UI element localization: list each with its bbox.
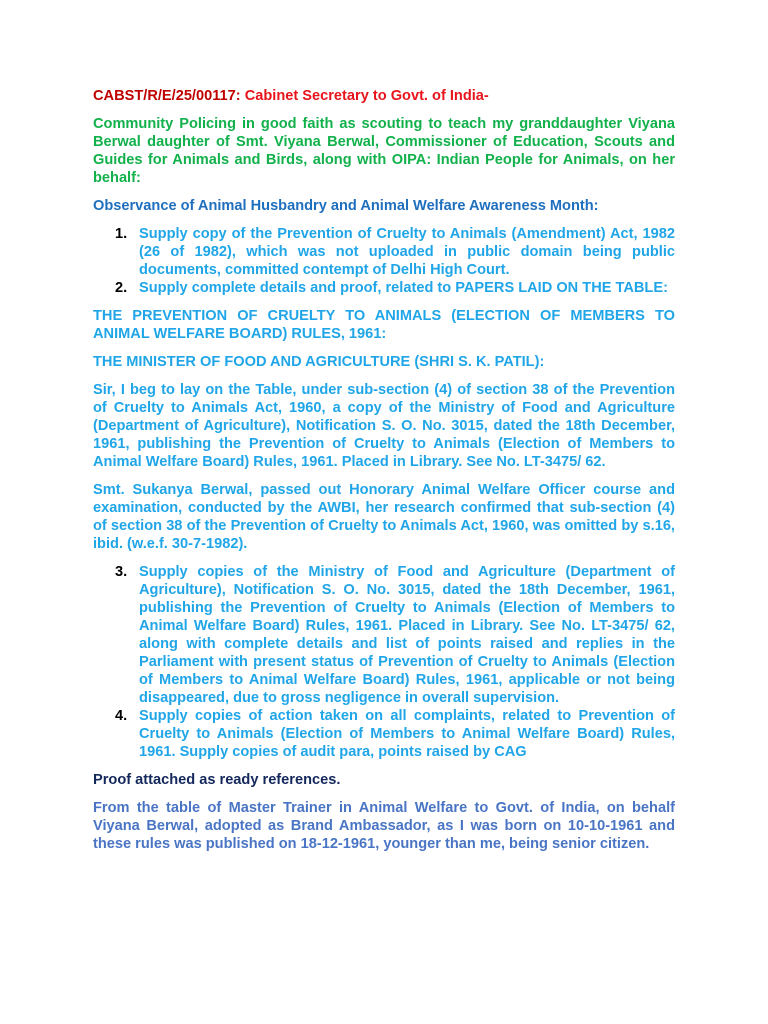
list-item-text: Supply complete details and proof, related to PAPERS LAID ON THE TABLE:	[139, 280, 668, 296]
list-item	[93, 225, 675, 279]
header-line	[93, 87, 675, 105]
intro-paragraph: Community Policing in good faith as scouting to teach my granddaughter Viyana Berwal daughter of Smt. Viyana Berwal, Commissioner of Education, Scouts and Guides for Animals and Birds, along with OIPA: Indian People for Animals, on her behalf:	[93, 116, 675, 186]
observance-heading: Observance of Animal Husbandry and Animal Welfare Awareness Month:	[93, 198, 599, 214]
list-item-number: 4.	[115, 708, 128, 724]
request-list-2	[93, 563, 675, 761]
list-item-text: Supply copies of action taken on all complaints, related to Prevention of Cruelty to Animals (Election of Members to Animal Welfare Board) Rules, 1961. Supply copies of audit para, points raised by CAG	[139, 708, 675, 760]
list-item-number: 1.	[115, 226, 128, 242]
closing-paragraph: From the table of Master Trainer in Animal Welfare to Govt. of India, on behalf Viyana Berwal, adopted as Brand Ambassador, as I was born on 10-10-1961 and these rules was published on 18-12-1961, younger than me, being senior citizen.	[93, 800, 675, 852]
minister-heading: THE MINISTER OF FOOD AND AGRICULTURE (SHRI S. K. PATIL):	[93, 354, 545, 370]
sukanya-paragraph: Smt. Sukanya Berwal, passed out Honorary Animal Welfare Officer course and examination, conducted by the AWBI, her research confirmed that sub-section (4) of section 38 of the Prevention of Cruelty to Animals Act, 1960, was omitted by s.16, ibid. (w.e.f. 30-7-1982).	[93, 482, 675, 552]
statement-paragraph: Sir, I beg to lay on the Table, under sub-section (4) of section 38 of the Prevention of Cruelty to Animals Act, 1960, a copy of the Ministry of Food and Agriculture (Department of Agriculture), Notification S. O. No. 3015, dated the 18th December, 1961, publishing the Prevention of Cruelty to Animals (Election of Members to Animal Welfare Board) Rules, 1961. Placed in Library. See No. LT-3475/ 62.	[93, 382, 675, 470]
proof-line: Proof attached as ready references.	[93, 772, 341, 788]
list-item-text: Supply copies of the Ministry of Food and Agriculture (Department of Agriculture), Notification S. O. No. 3015, dated the 18th December, 1961, publishing the Prevention of Cruelty to Animals (Election of Members to Animal Welfare Board) Rules, 1961. Placed in Library. See No. LT-3475/ 62, along with complete details and list of points raised and replies in the Parliament with present status of Prevention of Cruelty to Animals (Election of Members to Animal Welfare Board) Rules, 1961, applicable or not being disappeared, due to gross negligence in overall supervision.	[139, 564, 675, 706]
reference-number: CABST/R/E/25/00117	[93, 88, 236, 104]
list-item	[93, 563, 675, 707]
header-title: Cabinet Secretary to Govt. of India-	[244, 88, 489, 104]
list-item-number: 3.	[115, 564, 128, 580]
list-item	[93, 279, 675, 297]
request-list-1	[93, 225, 675, 297]
rules-heading: THE PREVENTION OF CRUELTY TO ANIMALS (ELECTION OF MEMBERS TO ANIMAL WELFARE BOARD) RULES, 1961:	[93, 308, 675, 342]
document-page	[93, 87, 675, 863]
list-item-text: Supply copy of the Prevention of Cruelty to Animals (Amendment) Act, 1982 (26 of 1982), which was not uploaded in public domain being public documents, committed contempt of Delhi High Court.	[139, 226, 675, 278]
list-item-number: 2.	[115, 280, 128, 296]
list-item	[93, 707, 675, 761]
header-separator: :	[235, 88, 245, 104]
